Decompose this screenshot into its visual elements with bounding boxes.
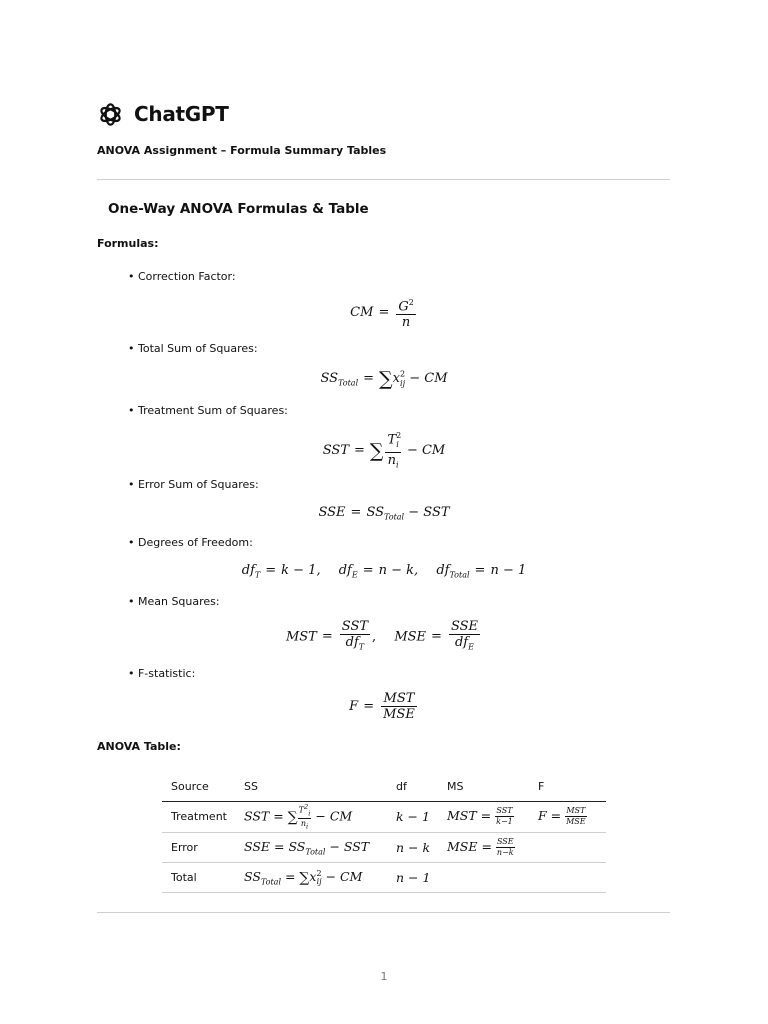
eq-sstotal-lhs: SS <box>320 371 339 386</box>
bullet-correction-factor: • Correction Factor: <box>128 270 236 283</box>
cell-ss: $SS_{Total} = \sum x^2_{ij}$ − CM <box>235 862 387 892</box>
equation-mean-squares: MST = $\frac{\text{SST}}{df_T}$ , MSE = $\frac{\text{SSE}}{df_E}$ <box>0 619 768 655</box>
cell-ss-num-sup: 2 <box>304 803 309 811</box>
equation-f-stat: F = $\frac{\text{MST}}{\text{MSE}}$ <box>349 691 415 722</box>
sum-symbol: ∑ <box>369 439 384 462</box>
eq-sse-lhs: SSE <box>318 505 346 520</box>
eq-f-num: MST <box>381 691 417 707</box>
col-header-f: F <box>529 774 606 802</box>
bullet-treatment-ss: • Treatment Sum of Squares: <box>128 404 288 417</box>
cell-ms <box>438 862 529 892</box>
cell-ss-term-sup: 2 <box>316 868 322 878</box>
cell-ms-num: SSE <box>496 836 514 846</box>
bullet-f-stat: • F-statistic: <box>128 667 196 680</box>
cell-ss: SSE = $SS_{Total}$ − SST <box>235 832 387 862</box>
cell-ss-tail: − CM <box>325 868 363 884</box>
cell-ms: MST = SST k−1 <box>438 802 529 833</box>
eq-sstotal-term: x <box>392 371 400 386</box>
cell-ss-a-sub: Total <box>305 847 326 857</box>
formulas-label: Formulas: <box>97 237 159 250</box>
eq-mse-lhs: MSE <box>394 629 427 645</box>
bullet-total-ss: • Total Sum of Squares: <box>128 342 258 355</box>
cell-f-num: MST <box>566 806 586 816</box>
eq-mse-den: df <box>454 635 469 650</box>
eq-dftot: df <box>436 563 450 578</box>
eq-mst-fraction <box>340 619 370 655</box>
eq-sstotal-term-sup: 2 <box>399 369 406 379</box>
eq-dft-rhs: k − 1, <box>281 563 321 578</box>
eq-sse-rhs-a: SS <box>366 505 385 520</box>
cell-ss-fraction <box>298 802 312 832</box>
cell-ss-den: n <box>300 819 307 829</box>
eq-sst-tail: − CM <box>406 442 446 458</box>
cell-f-fraction <box>565 806 587 827</box>
equation-total-ss: $SS_{Total} = \sum x^2_{ij}$ − CM <box>320 368 448 390</box>
cell-ms-den: n−k <box>496 847 514 857</box>
eq-sst-den-sub: i <box>396 460 399 470</box>
eq-dftot-sub: Total <box>449 570 470 580</box>
eq-mst-den: df <box>345 635 359 650</box>
eq-sst-num: T <box>387 432 397 448</box>
bullet-mean-squares: • Mean Squares: <box>128 595 220 608</box>
eq-f-den: MSE <box>383 707 415 722</box>
eq-dftot-rhs: n − 1 <box>490 563 527 578</box>
eq-dfe-rhs: n − k, <box>378 563 419 578</box>
cell-source: Total <box>162 862 235 892</box>
eq-cm-fraction <box>396 295 415 330</box>
cell-ms-den: k−1 <box>496 817 513 827</box>
cell-source: Error <box>162 832 235 862</box>
eq-sst-num-sub: i <box>396 439 399 449</box>
eq-mst-num: SST <box>341 619 369 634</box>
col-header-source: Source <box>162 774 235 802</box>
eq-dft: df <box>241 563 255 578</box>
col-header-ms: MS <box>438 774 529 802</box>
cell-f <box>529 862 606 892</box>
eq-sstotal-term-sub: ij <box>400 378 406 388</box>
equation-treatment-ss: SST = ∑ $\frac{T^2_i}{n_i}$ − CM <box>0 428 768 473</box>
eq-sstotal-tail: − CM <box>409 371 448 386</box>
eq-cm-den: n <box>401 315 411 331</box>
table-row <box>162 862 606 892</box>
cell-ss-term: x <box>309 868 317 884</box>
eq-mse-fraction <box>449 619 480 655</box>
cell-f-den: MSE <box>566 817 586 827</box>
cell-ss-num-sub: i <box>308 809 311 818</box>
sum-symbol: ∑ <box>379 368 393 390</box>
document-title: ANOVA Assignment – Formula Summary Tables <box>97 144 387 157</box>
page-number: 1 <box>380 970 388 983</box>
cell-ss-lhs: SST <box>244 808 270 824</box>
eq-sst-num-sup: 2 <box>396 431 402 440</box>
eq-mse-den-sub: E <box>468 642 474 652</box>
cell-f <box>529 832 606 862</box>
anova-table-label: ANOVA Table: <box>97 740 181 753</box>
section-title: One-Way ANOVA Formulas & Table <box>108 201 369 217</box>
cell-ss-lhs-sub: Total <box>260 877 281 887</box>
eq-dfe-sub: E <box>351 570 358 580</box>
eq-sst-fraction <box>385 428 400 473</box>
cell-df: n − 1 <box>387 862 438 892</box>
bullet-error-ss: • Error Sum of Squares: <box>128 478 259 491</box>
equation-dof: $df_T = k - 1$, $df_E = n - k$, $df_{Total} = n - 1$ <box>241 563 527 580</box>
openai-knot-icon <box>97 101 124 128</box>
cell-source: Treatment <box>162 802 235 833</box>
eq-cm-lhs: CM <box>350 305 374 321</box>
brand-name: ChatGPT <box>134 102 229 126</box>
cell-ss-num: T <box>298 805 305 815</box>
cell-ms: MSE = SSE n−k <box>438 832 529 862</box>
cell-ms-num: SST <box>496 806 513 816</box>
cell-f-lhs: F <box>538 808 547 824</box>
col-header-df: df <box>387 774 438 802</box>
cell-ss-b: − SST <box>329 838 370 854</box>
cell-ms-fraction <box>496 837 515 858</box>
eq-sstotal-lhs-sub: Total <box>338 378 359 388</box>
cell-ms-lhs: MSE <box>447 838 478 854</box>
divider-bottom <box>97 912 670 913</box>
bullet-dof: • Degrees of Freedom: <box>128 536 253 549</box>
eq-dft-sub: T <box>254 570 261 580</box>
eq-f-fraction <box>381 691 417 722</box>
cell-ss-den-sub: i <box>306 822 309 831</box>
table-row <box>162 832 606 862</box>
eq-sst-den: n <box>387 452 397 468</box>
cell-ss-tail: − CM <box>315 808 353 824</box>
cell-f: F = MST MSE <box>529 802 606 833</box>
eq-cm-num: G <box>398 299 409 315</box>
equation-error-ss: SSE = $SS_{Total}$ − SST <box>318 505 450 522</box>
anova-table <box>162 774 606 893</box>
cell-ss-lhs: SS <box>244 868 261 884</box>
eq-sse-rhs-b: − SST <box>408 505 450 520</box>
table-row <box>162 802 606 833</box>
chatgpt-logo <box>97 99 229 129</box>
eq-f-lhs: F <box>349 699 359 714</box>
eq-mst-lhs: MST <box>285 629 317 645</box>
cell-ms-lhs: MST <box>447 808 477 824</box>
eq-cm-num-sup: 2 <box>408 298 414 307</box>
equation-correction-factor: CM = $\frac{G^2}{n}$ <box>0 295 768 330</box>
cell-ss-term-sub: ij <box>316 877 322 887</box>
cell-df: k − 1 <box>387 802 438 833</box>
table-header-row <box>162 774 606 802</box>
cell-ss-a: SS <box>288 838 306 854</box>
cell-ms-fraction <box>495 806 514 827</box>
cell-df: n − k <box>387 832 438 862</box>
cell-ss-lhs: SSE <box>244 838 271 854</box>
cell-ss: SST = ∑ $\frac{T^2_i}{n_i}$ − CM <box>235 802 387 833</box>
eq-sse-rhs-a-sub: Total <box>384 512 405 522</box>
divider-top <box>97 179 670 180</box>
eq-dfe: df <box>338 563 352 578</box>
eq-mst-den-sub: T <box>358 642 365 652</box>
col-header-ss: SS <box>235 774 387 802</box>
eq-mse-num: SSE <box>450 619 479 634</box>
eq-sst-lhs: SST <box>322 442 349 458</box>
